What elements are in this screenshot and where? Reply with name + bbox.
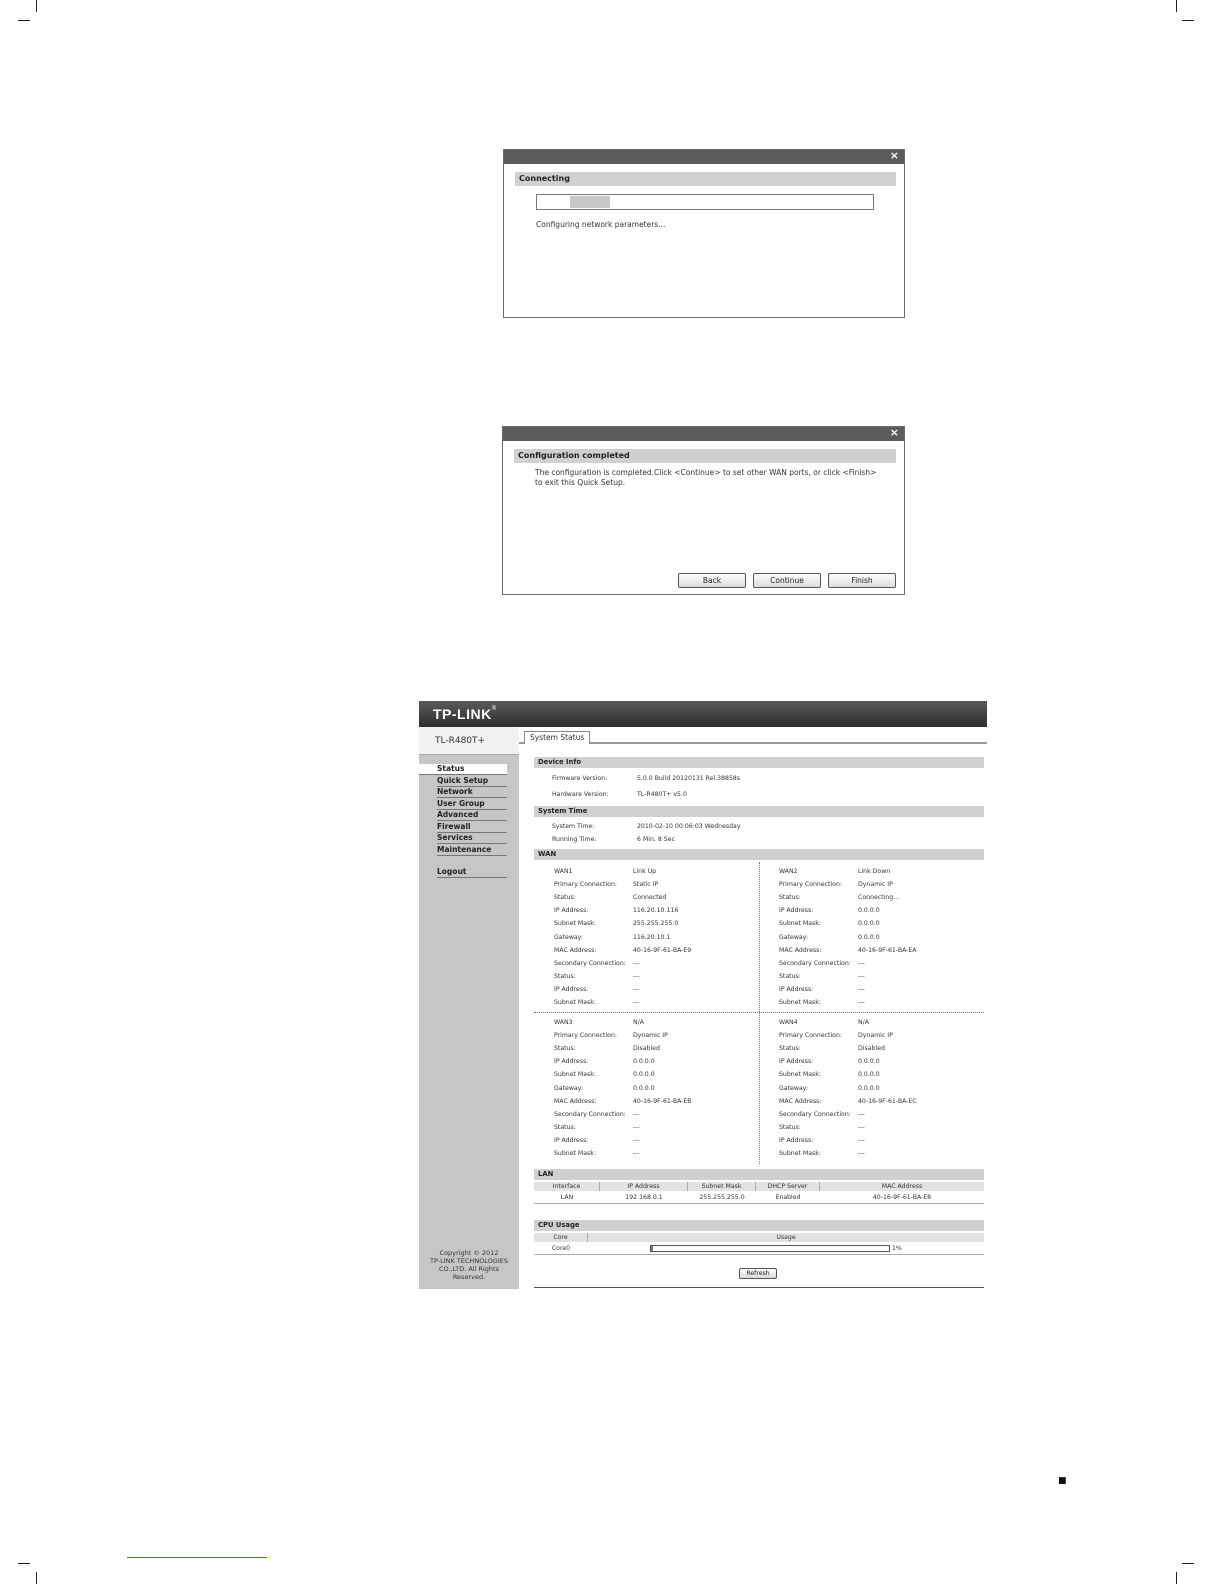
field-value: Dynamic IP xyxy=(633,1032,668,1040)
dialog-titlebar xyxy=(504,150,904,164)
field-label: IP Address: xyxy=(554,985,589,993)
field-label: Secondary Connection: xyxy=(779,1110,851,1118)
field-label: Subnet Mask: xyxy=(554,1071,596,1079)
finish-button[interactable]: Finish xyxy=(828,573,896,588)
dialog-section-title: Connecting xyxy=(515,172,896,186)
firmware-version: 5.0.0 Build 20120131 Rel.38858s xyxy=(637,775,741,782)
field-label: Primary Connection: xyxy=(779,1032,842,1040)
table-cell: Enabled xyxy=(775,1194,801,1201)
wan-port-name: WAN2 xyxy=(779,868,798,875)
field-label: MAC Address: xyxy=(554,946,597,954)
field-label: IP Address: xyxy=(554,907,589,915)
sidebar-item-quick-setup[interactable]: Quick Setup xyxy=(437,776,507,787)
field-label: Subnet Mask: xyxy=(779,999,821,1006)
field-value: 40-16-9F-61-BA-EC xyxy=(858,1097,917,1105)
close-icon[interactable]: × xyxy=(889,149,899,162)
field-value: Dynamic IP xyxy=(858,1032,893,1040)
crop-mark xyxy=(1182,1563,1194,1564)
page-marker: ■ xyxy=(1058,1476,1067,1486)
field-label: Primary Connection: xyxy=(554,881,617,889)
cpu-core: Core0 xyxy=(551,1245,571,1252)
field-label: Secondary Connection: xyxy=(554,959,626,967)
column-header: IP Address xyxy=(600,1182,688,1191)
field-label: MAC Address: xyxy=(779,946,822,954)
table-cell: 255.255.255.0 xyxy=(699,1194,745,1201)
field-value: --- xyxy=(633,959,640,967)
table-cell: 192.168.0.1 xyxy=(625,1194,663,1201)
section-lan: LAN xyxy=(534,1169,984,1180)
divider xyxy=(759,862,760,1164)
crop-mark xyxy=(1176,1572,1177,1584)
copyright: Copyright © 2012 TP-LINK TECHNOLOGIES CO.,LTD. All Rights Reserved. xyxy=(430,1249,508,1281)
field-value: --- xyxy=(858,1150,865,1157)
model-name: TL-R480T+ xyxy=(419,727,519,755)
field-label: Subnet Mask: xyxy=(554,920,596,928)
crop-mark xyxy=(18,1563,30,1564)
field-label: Secondary Connection: xyxy=(554,1110,626,1118)
section-system-time: System Time xyxy=(534,806,984,817)
field-value: Static IP xyxy=(633,881,659,889)
close-icon[interactable]: × xyxy=(889,426,899,439)
crop-mark xyxy=(36,0,37,12)
field-value: 0.0.0.0 xyxy=(858,907,880,915)
field-value: --- xyxy=(858,1136,865,1144)
field-value: 116.20.10.116 xyxy=(633,907,679,915)
field-value: 116.20.10.1 xyxy=(633,933,671,941)
field-label: MAC Address: xyxy=(554,1097,597,1105)
completion-message: to exit this Quick Setup. xyxy=(535,478,626,487)
sidebar-item-logout[interactable]: Logout xyxy=(437,867,507,878)
refresh-button[interactable]: Refresh xyxy=(739,1268,777,1279)
crop-mark xyxy=(1176,0,1177,12)
column-header: Interface xyxy=(534,1182,600,1191)
sidebar-item-status[interactable]: Status xyxy=(419,764,507,775)
field-value: 0.0.0.0 xyxy=(858,933,880,941)
section-device-info: Device Info xyxy=(534,757,984,768)
divider xyxy=(534,1012,984,1013)
dialog-titlebar xyxy=(503,427,904,441)
wan-port-name: WAN4 xyxy=(779,1019,798,1026)
field-value: 0.0.0.0 xyxy=(633,1071,655,1079)
column-header: DHCP Server xyxy=(756,1182,820,1191)
running-time: 6 Min, 8 Sec xyxy=(637,836,675,843)
field-value: 0.0.0.0 xyxy=(858,1084,880,1092)
field-label: Gateway: xyxy=(554,933,583,941)
field-label: Gateway: xyxy=(554,1084,583,1092)
field-value: Dynamic IP xyxy=(858,881,893,889)
field-value: 0.0.0.0 xyxy=(858,920,880,928)
sidebar-item-network[interactable]: Network xyxy=(437,787,507,798)
progress-fill xyxy=(570,196,610,208)
footer-rule xyxy=(127,1557,267,1558)
tab-system-status[interactable]: System Status xyxy=(524,731,590,744)
progress-bar xyxy=(536,194,874,210)
field-label: Status: xyxy=(554,894,576,902)
field-label: Gateway: xyxy=(779,933,808,941)
sidebar-item-maintenance[interactable]: Maintenance xyxy=(437,845,507,856)
header-bar xyxy=(419,701,987,727)
field-label: Status: xyxy=(554,1123,576,1131)
sidebar-item-user-group[interactable]: User Group xyxy=(437,799,507,810)
section-cpu-usage: CPU Usage xyxy=(534,1220,984,1231)
field-value: Disabled xyxy=(633,1045,660,1053)
cpu-usage-fill xyxy=(651,1246,653,1251)
table-cell: 40-16-9F-61-BA-E8 xyxy=(872,1194,932,1201)
field-value: --- xyxy=(858,959,865,967)
field-value: --- xyxy=(633,999,640,1006)
field-label: System Time: xyxy=(552,823,595,830)
field-value: --- xyxy=(633,1110,640,1118)
field-value: 40-16-9F-61-BA-EB xyxy=(633,1097,692,1105)
wan-port-name: WAN3 xyxy=(554,1019,573,1026)
field-label: Status: xyxy=(554,1045,576,1053)
field-label: Status: xyxy=(779,972,801,980)
back-button[interactable]: Back xyxy=(678,573,746,588)
field-label: IP Address: xyxy=(779,907,814,915)
field-label: Status: xyxy=(779,894,801,902)
sidebar-item-advanced[interactable]: Advanced xyxy=(437,810,507,821)
sidebar-item-services[interactable]: Services xyxy=(437,833,507,844)
field-value: --- xyxy=(858,972,865,980)
crop-mark xyxy=(36,1572,37,1584)
field-label: IP Address: xyxy=(554,1136,589,1144)
wan-link-state: N/A xyxy=(633,1019,644,1026)
crop-mark xyxy=(18,20,30,21)
status-text: Configuring network parameters... xyxy=(536,220,666,229)
crop-mark xyxy=(1182,20,1194,21)
tab-bar xyxy=(519,727,987,744)
column-header: MAC Address xyxy=(820,1182,984,1191)
completion-message: The configuration is completed.Click <Continue> to set other WAN ports, or click <Finish> xyxy=(535,468,877,477)
field-label: Primary Connection: xyxy=(554,1032,617,1040)
field-label: Secondary Connection: xyxy=(779,959,851,967)
field-label: Firmware Version: xyxy=(552,775,608,782)
field-value: --- xyxy=(858,985,865,993)
column-header: Usage xyxy=(588,1233,984,1242)
wan-port-name: WAN1 xyxy=(554,868,573,875)
field-label: MAC Address: xyxy=(779,1097,822,1105)
field-label: Gateway: xyxy=(779,1084,808,1092)
connecting-dialog xyxy=(503,149,905,318)
field-value: 255.255.255.0 xyxy=(633,920,679,928)
field-label: Running Time: xyxy=(552,836,597,843)
router-status-page xyxy=(419,701,987,1289)
field-label: Status: xyxy=(779,1045,801,1053)
brand-logo: TP-LINK® xyxy=(433,706,497,722)
column-header: Core xyxy=(534,1233,588,1242)
continue-button[interactable]: Continue xyxy=(753,573,821,588)
section-wan: WAN xyxy=(534,849,984,860)
field-value: 40-16-9F-61-BA-E9 xyxy=(633,946,692,954)
field-label: Subnet Mask: xyxy=(779,1071,821,1079)
field-label: Subnet Mask: xyxy=(779,920,821,928)
field-value: --- xyxy=(858,1123,865,1131)
lan-table xyxy=(534,1182,984,1204)
field-label: Subnet Mask: xyxy=(554,999,596,1006)
wan-link-state: Link Down xyxy=(858,868,891,875)
field-label: IP Address: xyxy=(779,1058,814,1066)
field-label: IP Address: xyxy=(779,985,814,993)
field-label: IP Address: xyxy=(779,1136,814,1144)
field-value: --- xyxy=(858,999,865,1006)
field-value: --- xyxy=(633,985,640,993)
field-label: Hardware Version: xyxy=(552,791,609,798)
field-value: 0.0.0.0 xyxy=(633,1084,655,1092)
cpu-table xyxy=(534,1233,984,1255)
hardware-version: TL-R480T+ v5.0 xyxy=(637,791,687,798)
cpu-usage-bar xyxy=(650,1245,890,1252)
wan-link-state: Link Up xyxy=(633,868,657,875)
field-value: 40-16-9F-61-BA-EA xyxy=(858,946,917,954)
field-value: --- xyxy=(633,1150,640,1157)
field-value: --- xyxy=(633,972,640,980)
field-value: Connecting... xyxy=(858,894,900,902)
field-value: --- xyxy=(633,1136,640,1144)
cpu-usage-value: 1% xyxy=(892,1245,902,1252)
field-label: Subnet Mask: xyxy=(554,1150,596,1157)
field-value: 0.0.0.0 xyxy=(633,1058,655,1066)
field-label: Status: xyxy=(779,1123,801,1131)
wan-link-state: N/A xyxy=(858,1019,869,1026)
field-label: Primary Connection: xyxy=(779,881,842,889)
dialog-section-title: Configuration completed xyxy=(514,449,896,463)
table-cell: LAN xyxy=(560,1194,574,1201)
field-value: Disabled xyxy=(858,1045,885,1053)
column-header: Subnet Mask xyxy=(688,1182,756,1191)
field-value: 0.0.0.0 xyxy=(858,1058,880,1066)
system-time: 2010-02-10 00:06:03 Wednesday xyxy=(637,823,741,830)
field-label: Status: xyxy=(554,972,576,980)
configuration-completed-dialog xyxy=(502,426,905,595)
field-value: --- xyxy=(858,1110,865,1118)
sidebar-item-firewall[interactable]: Firewall xyxy=(437,822,507,833)
field-value: 0.0.0.0 xyxy=(858,1071,880,1079)
field-label: Subnet Mask: xyxy=(779,1150,821,1157)
field-label: IP Address: xyxy=(554,1058,589,1066)
bottom-rule xyxy=(534,1287,984,1288)
field-value: Connected xyxy=(633,894,667,902)
field-value: --- xyxy=(633,1123,640,1131)
